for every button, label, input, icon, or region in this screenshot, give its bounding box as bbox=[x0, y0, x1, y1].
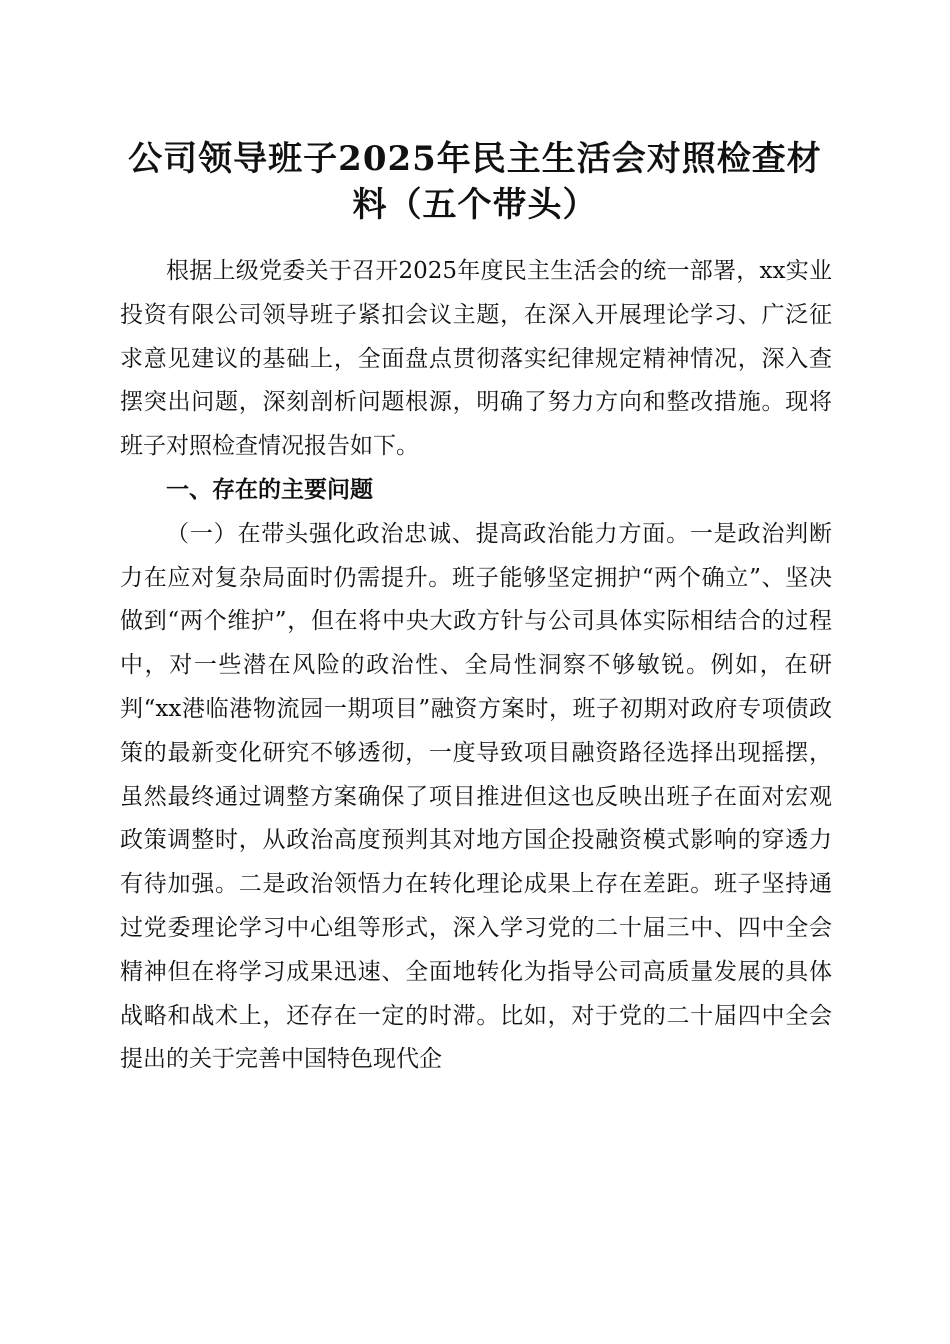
intro-paragraph: 根据上级党委关于召开2025年度民主生活会的统一部署，xx实业投资有限公司领导班子紧扣会议主题，在深入开展理论学习、广泛征求意见建议的基础上，全面盘点贯彻落实纪律规定精神情况，深入查摆突出问题，深刻剖析问题根源，明确了努力方向和整改措施。现将班子对照检查情况报告如下。 bbox=[120, 258, 832, 460]
document-body bbox=[120, 250, 832, 1082]
document-title-line-1: 公司领导班子2025年民主生活会对照检查材 bbox=[128, 139, 822, 179]
section-heading: 一、存在的主要问题 bbox=[166, 476, 373, 503]
section-paragraph: （一）在带头强化政治忠诚、提高政治能力方面。一是政治判断力在应对复杂局面时仍需提升。班子能够坚定拥护“两个确立”、坚决做到“两个维护”，但在将中央大政方针与公司具体实际相结合的过程中，对一些潜在风险的政治性、全局性洞察不够敏锐。例如，在研判“xx港临港物流园一期项目”融资方案时，班子初期对政府专项债政策的最新变化研究不够透彻，一度导致项目融资路径选择出现摇摆，虽然最终通过调整方案确保了项目推进但这也反映出班子在面对宏观政策调整时，从政治高度预判其对地方国企投融资模式影响的穿透力有待加强。二是政治领悟力在转化理论成果上存在差距。班子坚持通过党委理论学习中心组等形式，深入学习党的二十届三中、四中全会精神但在将学习成果迅速、全面地转化为指导公司高质量发展的具体战略和战术上，还存在一定的时滞。比如，对于党的二十届四中全会提出的关于完善中国特色现代企 bbox=[120, 520, 832, 1073]
document-title-line-2: 料（五个带头） bbox=[352, 185, 598, 225]
